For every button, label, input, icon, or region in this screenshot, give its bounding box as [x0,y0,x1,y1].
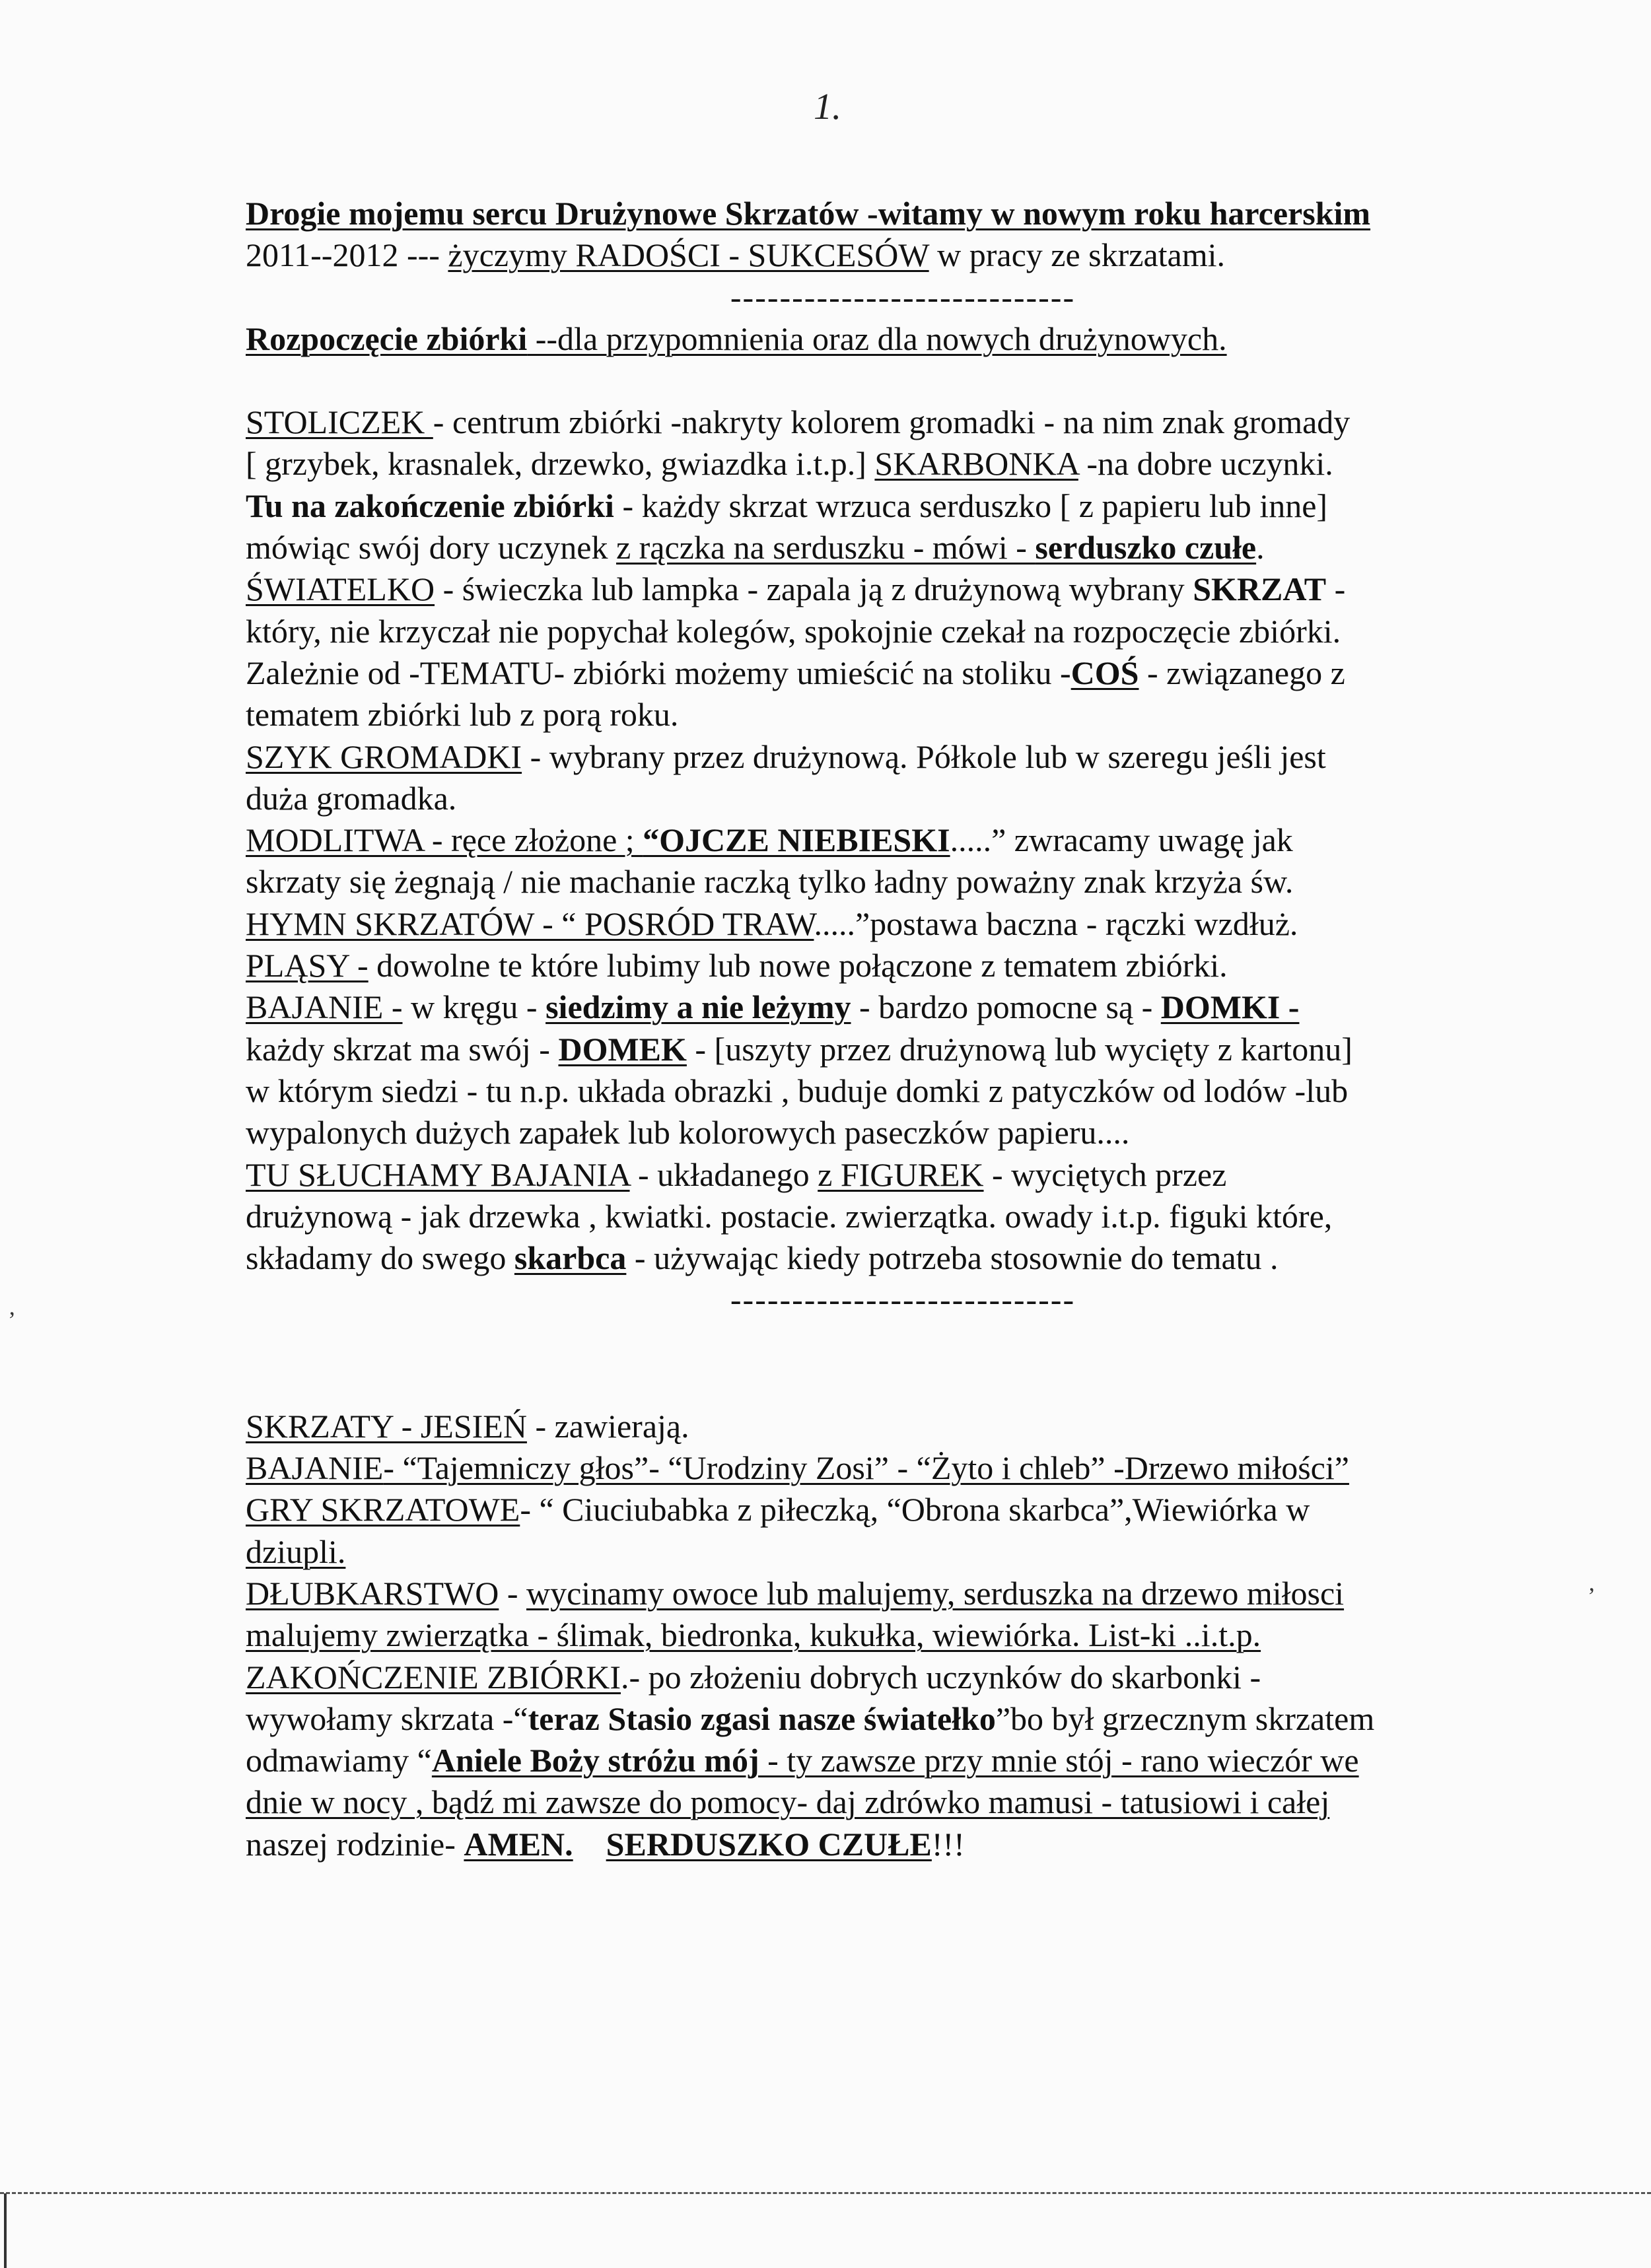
stories-line [246,1447,1560,1489]
good-deed-line [246,527,1560,568]
candle-line [246,1698,1560,1740]
figures-text: - wyciętych przez [983,1155,1227,1193]
house-line-2: w którym siedzi - tu n.p. układa obrazki , buduje domki z patyczków od lodów -lub [246,1072,1349,1109]
tender-heart-text: serduszko czułe [1035,529,1257,567]
theme-line-2: tematem zbiórki lub z porą roku. [246,696,679,734]
crafts-text: wycinamy owoce lub malujemy, serduszka na drzewo miłosci [526,1574,1345,1612]
treasury-tail: - używając kiedy potrzeba stosownie do tematu . [626,1239,1279,1277]
angel-prayer-text-2: dnie w nocy , bądź mi zawsze do pomocy- daj zdrówko mamusi - tatusiowi i całej [246,1783,1330,1821]
skarbonka-line [246,443,1560,485]
candle-text: wywołamy skrzata -“ [246,1700,528,1737]
storytelling-text: w kręgu - [402,988,546,1026]
games-line-2 [246,1531,1560,1573]
house-text: każdy skrzat ma swój - [246,1030,559,1068]
dances-term: PLĄSY - [246,947,369,984]
house-term: DOMEK [558,1030,687,1068]
closing-line [246,1657,1560,1698]
stray-mark: ’ [8,1307,16,1333]
dances-line [246,945,1560,986]
amen-text: AMEN. [464,1825,573,1863]
closing-term: ZAKOŃCZENIE ZBIÓRKI [246,1658,621,1696]
greeting-line-1 [246,193,1560,234]
scan-edge-corner [4,2193,7,2268]
tender-heart-closing: SERDUSZKO CZUŁE [606,1825,932,1863]
symbols-list: [ grzybek, krasnalek, drzewko, gwiazdka i.t.p.] [246,445,875,483]
dash: - [499,1574,526,1612]
prayer-line-2: skrzaty się żegnają / nie machanie raczką tylko ładny poważny znak krzyża św. [246,863,1294,901]
ending-text: - każdy skrzat wrzuca serduszko [ z papieru lub inne] [614,487,1328,524]
house-line-3: wypalonych dużych zapałek lub kolorowych paseczków papieru.... [246,1114,1130,1151]
houses-term: DOMKI - [1160,988,1300,1026]
swiatelko-term: ŚWIATELKO [246,570,435,608]
listening-line [246,1154,1560,1196]
period: . [1256,529,1265,567]
our-father-text: “OJCZE NIEBIESKI [643,821,950,859]
prayer-text: .....” zwracamy uwagę jak [950,821,1293,859]
crafts-list: malujemy zwierzątka - ślimak, biedronka, kukułka, wiewiórka. List-ki ..i.t.p. [246,1616,1261,1654]
house-tail: - [uszyty przez drużynową lub wycięty z kartonu] [686,1030,1352,1068]
autumn-text: - zawierają. [526,1407,689,1445]
prayer-line [246,819,1560,861]
autumn-line [246,1406,1560,1447]
crafts-term: DŁUBKARSTWO [246,1574,499,1612]
stoliczek-text: - centrum zbiórki -nakryty kolorem gromadki - na nim znak gromady [433,403,1351,441]
closing-text: .- po złożeniu dobrych uczynków do skarbonki - [620,1658,1261,1696]
candle-tail: ”bo był grzecznym skrzatem [995,1700,1375,1737]
anthem-text: .....”postawa baczna - rączki wzdłuż. [814,905,1298,942]
spacer [246,1321,1560,1406]
swiatelko-text: - świeczka lub lampka - zapala ją z drużynową wybrany [435,570,1193,608]
treasury-term: skarbca [514,1239,627,1277]
games-term: GRY SKRZATOWE [246,1491,520,1529]
page-number: 1. [814,86,841,127]
good-deed-text: mówiąc swój dory uczynek [246,529,616,567]
stray-mark: ’ [1588,1583,1596,1609]
theme-tail: - związanego z [1139,654,1345,691]
listening-text: - układanego [629,1155,818,1193]
angel-prayer-title: Aniele Boży stróżu mój [431,1742,759,1779]
games-line [246,1489,1560,1530]
storytelling-term: BAJANIE - [246,988,403,1026]
dances-text: dowolne te które lubimy lub nowe połączone z tematem zbiórki. [368,947,1228,984]
intro-heading: Rozpoczęcie zbiórki [246,320,528,357]
stories-term: BAJANIE [246,1449,384,1487]
intro-line [246,318,1560,360]
cos-term: COŚ [1071,654,1139,691]
hand-on-heart-text: z rączka na serduszku - mówi - [615,529,1036,567]
formation-line [246,736,1560,778]
anthem-term: HYMN SKRZATÓW - “ POSRÓD TRAW [246,905,814,942]
ending-line [246,485,1560,527]
formation-term: SZYK GROMADKI [246,738,522,775]
year-range: 2011--2012 --- [246,236,448,274]
family-text: naszej rodzinie- [246,1825,464,1863]
stoliczek-term: STOLICZEK [246,403,433,441]
swiatelko-line [246,568,1560,610]
skarbonka-text: -na dobre uczynki. [1078,445,1333,483]
angel-prayer-line [246,1740,1560,1781]
games-list-tail: dziupli. [246,1532,346,1570]
angel-prayer-text: - ty zawsze przy mnie stój - rano wieczór we [759,1742,1359,1779]
games-list: - “ Ciuciubabka z piłeczką, “Obrona skarbca”,Wiewiórka w [520,1491,1310,1529]
skarbonka-term: SKARBONKA [874,445,1078,483]
exclamation: !!! [931,1825,965,1863]
formation-text: - wybrany przez drużynową. Półkole lub w szeregu jeśli jest [522,738,1326,775]
greeting-line-2 [246,234,1560,276]
prayer-term: MODLITWA - ręce złożone ; [246,821,643,859]
formation-line-2: duża gromadka. [246,779,457,817]
sit-not-lie-text: siedzimy a nie leżymy [545,988,851,1026]
stories-list: - “Tajemniczy głos”- “Urodziny Zosi” - “Żyto i chleb” -Drzewo miłości” [383,1449,1349,1487]
angel-intro: odmawiamy “ [246,1742,432,1779]
dash: - [1326,570,1346,608]
spacer-text [573,1826,606,1863]
listening-term: TU SŁUCHAMY BAJANIA [246,1155,630,1193]
stoliczek-line [246,401,1560,443]
behaviour-line: który, nie krzyczał nie popychał kolegów, spokojnie czekał na rozpoczęcie zbiórki. [246,612,1341,650]
scan-edge-line [0,2192,1651,2194]
candle-quote: teraz Stasio zgasi nasze światełko [528,1700,996,1737]
spacer [246,360,1560,401]
greeting-heading: Drogie mojemu sercu Drużynowe Skrzatów -witamy w nowym roku harcerskim [246,195,1371,232]
house-line [246,1029,1560,1070]
listening-line-2: drużynową - jak drzewka , kwiatki. postacie. zwierzątka. owady i.t.p. figuki które, [246,1197,1333,1235]
figures-term: z FIGUREK [818,1155,984,1193]
treasury-line [246,1237,1560,1279]
separator-1: ---------------------------- [730,278,1076,316]
greeting-tail: w pracy ze skrzatami. [929,236,1226,274]
helpful-text: - bardzo pomocne są - [851,988,1161,1026]
theme-line [246,652,1560,694]
crafts-line-2 [246,1614,1560,1656]
ending-term: Tu na zakończenie zbiórki [246,487,614,524]
intro-text: --dla przypomnienia oraz dla nowych drużynowych. [527,320,1227,357]
autumn-heading: SKRZATY - JESIEŃ [246,1407,527,1445]
theme-text: Zależnie od -TEMATU- zbiórki możemy umieścić na stoliku - [246,654,1071,691]
angel-prayer-line-2 [246,1781,1560,1823]
storytelling-line [246,986,1560,1028]
crafts-line [246,1573,1560,1614]
wishes-text: życzymy RADOŚCI - SUKCESÓW [448,236,929,274]
separator-2: ---------------------------- [730,1281,1076,1319]
treasury-text: składamy do swego [246,1239,514,1277]
anthem-line [246,903,1560,945]
document-body [246,193,1560,1865]
skrzat-term: SKRZAT [1193,570,1327,608]
amen-line [246,1824,1560,1865]
